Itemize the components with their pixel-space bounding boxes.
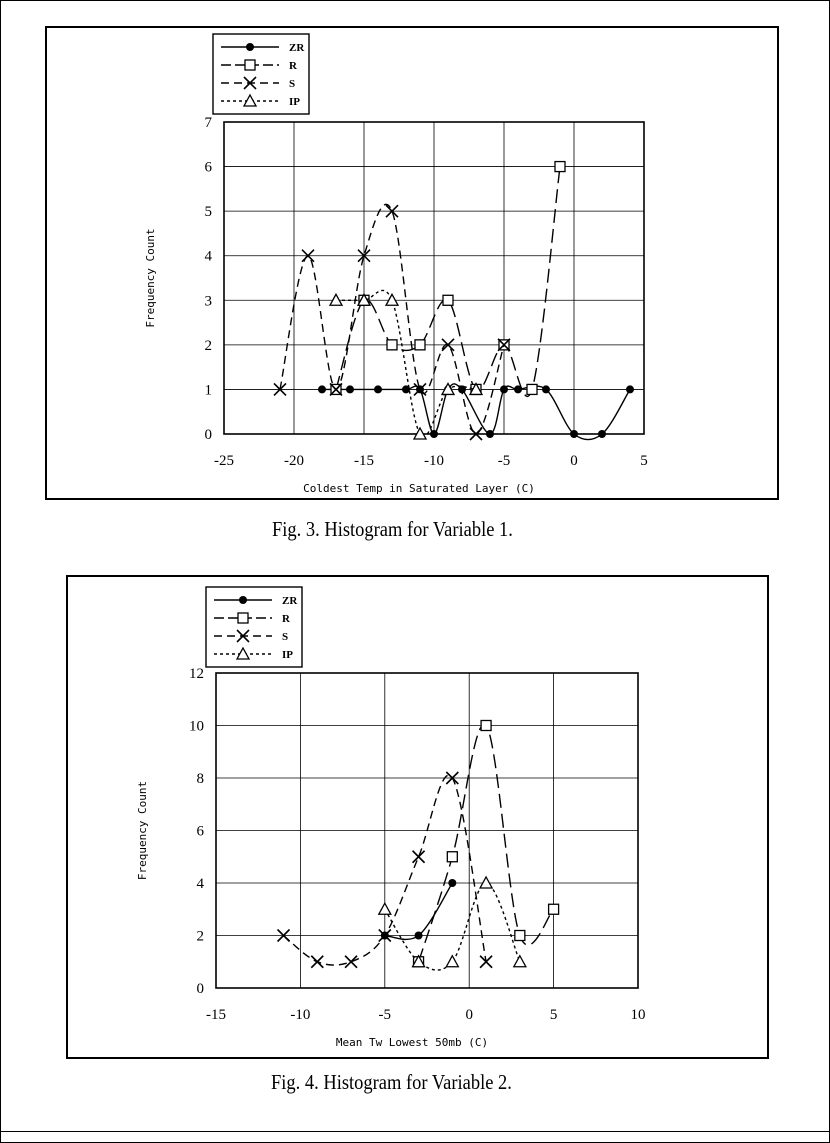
series-zr-point: [598, 430, 606, 438]
legend-label-zr: ZR: [282, 595, 298, 607]
y-tick-label: 1: [204, 382, 212, 399]
figure-3-caption: Fig. 3. Histogram for Variable 1.: [272, 517, 513, 541]
y-tick-label: 10: [189, 718, 204, 735]
y-tick-label: 6: [196, 823, 204, 840]
x-axis-label: Coldest Temp in Saturated Layer (C): [303, 482, 535, 495]
legend-label-ip: IP: [289, 96, 300, 108]
x-tick-label: 0: [570, 453, 578, 469]
chart-variable-1: [47, 28, 777, 498]
tick-labels: [189, 666, 646, 1023]
series-r-point: [515, 931, 525, 941]
gridlines: [224, 122, 644, 434]
y-tick-label: 5: [204, 204, 212, 221]
y-tick-label: 8: [196, 771, 204, 787]
series-ip-point: [514, 956, 526, 967]
series-ip-point: [330, 294, 342, 305]
y-tick-label: 4: [196, 876, 204, 892]
series-ip-point: [480, 877, 492, 888]
x-tick-label: -5: [497, 453, 511, 469]
x-tick-label: -15: [206, 1007, 226, 1023]
series-zr-line: [385, 883, 453, 939]
series-zr-point: [542, 385, 550, 393]
figure-4-caption: Fig. 4. Histogram for Variable 2.: [271, 1070, 512, 1094]
x-tick-label: -10: [424, 453, 444, 469]
legend-label-zr: ZR: [289, 42, 305, 54]
series-zr-point: [346, 385, 354, 393]
figure-4-frame: [66, 575, 769, 1059]
y-tick-label: 2: [204, 337, 212, 354]
x-tick-label: 5: [549, 1007, 558, 1023]
tick-labels: [205, 115, 648, 469]
series-r: [414, 721, 559, 967]
y-tick-label: 0: [196, 981, 204, 997]
series-s-line: [280, 204, 504, 434]
series-s-point: [345, 956, 357, 968]
legend-marker-r: [238, 613, 248, 623]
series-s-point: [311, 956, 323, 968]
legend-marker-r: [245, 60, 255, 70]
y-tick-label: 3: [204, 293, 212, 310]
series-r: [331, 162, 565, 397]
series-ip-point: [379, 903, 391, 914]
legend-label-s: S: [282, 631, 289, 643]
y-axis-label: Frequency Count: [144, 228, 157, 328]
y-tick-label: 4: [204, 248, 212, 265]
y-tick-label: 7: [204, 115, 212, 131]
series-zr-point: [626, 385, 634, 393]
y-tick-label: 6: [204, 159, 212, 176]
series-zr-point: [500, 385, 508, 393]
series-r-point: [481, 721, 491, 731]
figure-3-frame: [45, 26, 779, 500]
legend-marker-zr: [239, 596, 247, 604]
legend: [213, 34, 309, 114]
x-tick-label: -15: [354, 453, 374, 469]
bottom-rule: [0, 1131, 830, 1132]
series-zr-point: [415, 932, 423, 940]
series-zr-point: [374, 385, 382, 393]
y-axis-label: Frequency Count: [136, 780, 149, 881]
series-s: [274, 204, 510, 440]
series-zr-point: [448, 879, 456, 887]
x-tick-label: 10: [630, 1007, 646, 1023]
series-r-line: [336, 167, 560, 397]
x-tick-label: -5: [378, 1007, 392, 1023]
series-r-point: [443, 295, 453, 305]
series-r-point: [555, 162, 565, 172]
legend-marker-zr: [246, 43, 254, 51]
x-tick-label: -25: [214, 453, 234, 469]
x-tick-label: 5: [640, 453, 648, 469]
series-zr-point: [486, 430, 494, 438]
series-r-point: [549, 904, 559, 914]
series-r-point: [387, 340, 397, 350]
series-zr-point: [430, 430, 438, 438]
y-tick-label: 12: [189, 666, 204, 682]
series-r-point: [415, 340, 425, 350]
series-ip: [379, 877, 526, 970]
series-ip-point: [446, 956, 458, 967]
legend: [206, 587, 302, 667]
x-tick-label: -10: [290, 1007, 311, 1023]
legend-label-ip: IP: [282, 649, 293, 661]
series-zr-point: [570, 430, 578, 438]
series-r-point: [447, 852, 457, 862]
legend-label-r: R: [289, 60, 297, 72]
series-r-point: [527, 384, 537, 394]
series-ip-point: [386, 294, 398, 305]
series-s-point: [413, 851, 425, 863]
x-axis-label: Mean Tw Lowest 50mb (C): [335, 1036, 489, 1049]
series-zr-point: [318, 385, 326, 393]
x-tick-label: -20: [284, 453, 304, 469]
legend-label-s: S: [289, 78, 296, 90]
y-tick-label: 2: [196, 928, 204, 945]
legend-label-r: R: [282, 613, 290, 625]
series-zr: [381, 879, 457, 940]
x-tick-label: 0: [465, 1007, 473, 1023]
chart-variable-2: [68, 577, 767, 1057]
series-r-line: [419, 724, 554, 961]
y-tick-label: 0: [204, 427, 212, 443]
